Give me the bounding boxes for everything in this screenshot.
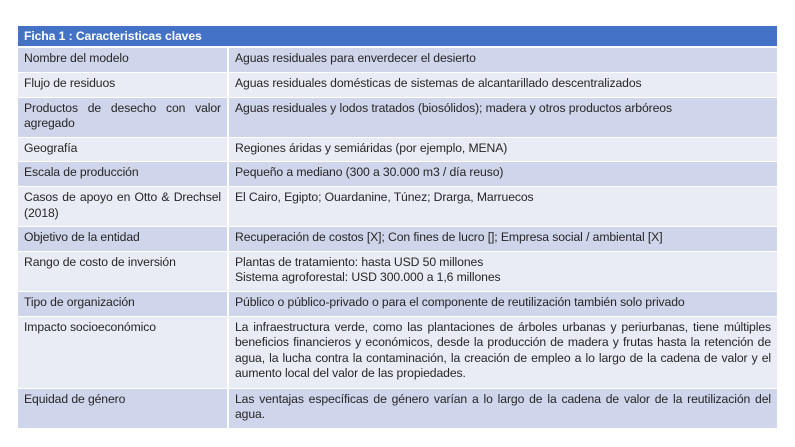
row-value: Regiones áridas y semiáridas (por ejemplo, MENA) — [229, 138, 777, 163]
table-row-investment-cost-range — [18, 252, 777, 292]
row-label: Equidad de género — [18, 389, 229, 429]
row-value: Aguas residuales para enverdecer el desierto — [229, 48, 777, 73]
row-label: Productos de desecho con valor agregado — [18, 98, 229, 138]
row-value-line: Plantas de tratamiento: hasta USD 50 millones — [235, 254, 484, 269]
row-value: El Cairo, Egipto; Ouardanine, Túnez; Drarga, Marruecos — [229, 187, 777, 227]
row-value: Pequeño a mediano (300 a 30.000 m3 / día reuso) — [229, 162, 777, 187]
row-value-line: Sistema agroforestal: USD 300.000 a 1,6 millones — [235, 270, 501, 285]
row-label: Geografía — [18, 138, 229, 163]
table-title: Ficha 1 : Caracteristicas claves — [18, 26, 777, 48]
row-value: Público o público-privado o para el componente de reutilización también solo privado — [229, 292, 777, 317]
table-row-organization-type — [18, 292, 777, 317]
table-row-geography — [18, 138, 777, 163]
table-row-value-added-products — [18, 98, 777, 138]
table-row-waste-stream — [18, 73, 777, 98]
table-row-model-name — [18, 48, 777, 73]
row-label: Objetivo de la entidad — [18, 227, 229, 252]
row-value: Aguas residuales domésticas de sistemas de alcantarillado descentralizados — [229, 73, 777, 98]
row-value: Aguas residuales y lodos tratados (biosólidos); madera y otros productos arbóreos — [229, 98, 777, 138]
table-row-socioeconomic-impact — [18, 317, 777, 389]
row-value: La infraestructura verde, como las plantaciones de árboles urbanas y periurbanas, tiene múltiples beneficios financieros y económicos, desde la producción de madera y frutas hasta la retención de agua, la lucha contra la contaminación, la creación de empleo a lo largo de la cadena de valor y el aumento local del valor de las propiedades. — [229, 317, 777, 389]
key-characteristics-table — [18, 26, 777, 429]
row-label: Impacto socioeconómico — [18, 317, 229, 389]
row-value — [229, 252, 777, 292]
row-label: Tipo de organización — [18, 292, 229, 317]
table-row-supporting-cases — [18, 187, 777, 227]
table-row-production-scale — [18, 162, 777, 187]
row-label: Flujo de residuos — [18, 73, 229, 98]
table-header-row — [18, 26, 777, 48]
table-row-entity-objective — [18, 227, 777, 252]
row-label: Casos de apoyo en Otto & Drechsel (2018) — [18, 187, 229, 227]
row-value: Recuperación de costos [X]; Con fines de lucro []; Empresa social / ambiental [X] — [229, 227, 777, 252]
row-label: Nombre del modelo — [18, 48, 229, 73]
row-label: Rango de costo de inversión — [18, 252, 229, 292]
row-value: Las ventajas específicas de género varían a lo largo de la cadena de valor de la reutilización del agua. — [229, 389, 777, 429]
row-label: Escala de producción — [18, 162, 229, 187]
table-row-gender-equity — [18, 389, 777, 429]
